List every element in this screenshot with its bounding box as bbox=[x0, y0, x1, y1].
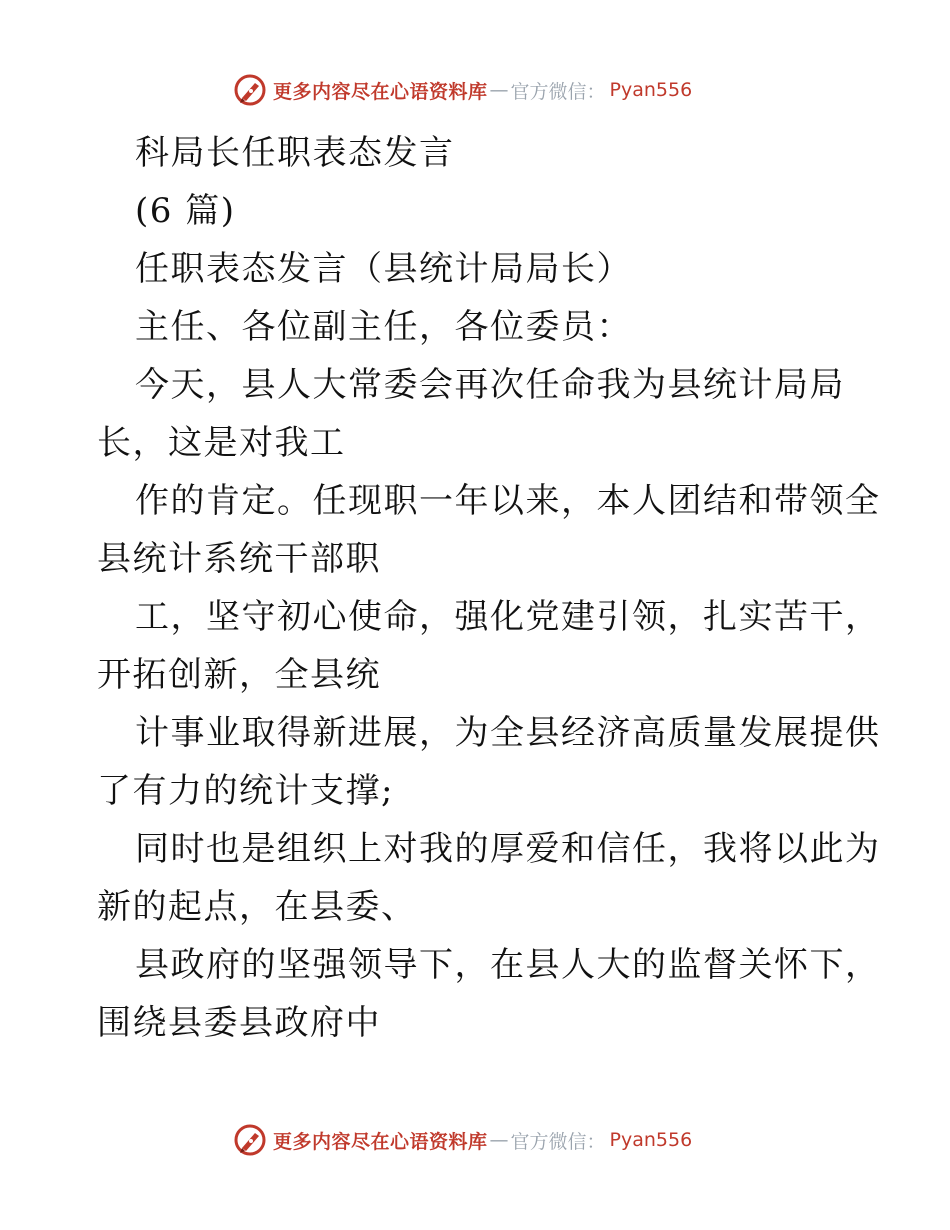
document-line: 同时也是组织上对我的厚爱和信任，我将以此为 bbox=[135, 829, 881, 869]
pen-logo-icon bbox=[233, 73, 267, 107]
footer-watermark bbox=[233, 1122, 692, 1158]
watermark-wechat-label: 官方微信： bbox=[510, 1130, 606, 1153]
document-line: (6 篇) bbox=[135, 191, 236, 231]
document-line: 开拓创新，全县统 bbox=[97, 655, 381, 695]
document-line: 围绕县委县政府中 bbox=[97, 1003, 381, 1043]
document-line: 科局长任职表态发言 bbox=[135, 133, 455, 173]
document-line: 县统计系统干部职 bbox=[97, 539, 381, 579]
header-watermark bbox=[233, 72, 692, 108]
watermark-brand-text: 更多内容尽在心语资料库 bbox=[273, 80, 488, 103]
watermark-wechat-label: 官方微信： bbox=[510, 80, 606, 103]
watermark-dash: — bbox=[489, 79, 509, 101]
document-line: 了有力的统计支撑; bbox=[97, 771, 394, 811]
document-line: 工，坚守初心使命，强化党建引领，扎实苦干， bbox=[135, 597, 881, 637]
document-line: 县政府的坚强领导下，在县人大的监督关怀下， bbox=[135, 945, 881, 985]
pen-logo-icon bbox=[233, 1123, 267, 1157]
document-line: 今天，县人大常委会再次任命我为县统计局局 bbox=[135, 365, 845, 405]
document-line: 主任、各位副主任，各位委员： bbox=[135, 307, 632, 347]
watermark-dash: — bbox=[489, 1129, 509, 1151]
watermark-wechat-id: Pyan556 bbox=[609, 1129, 693, 1151]
watermark-brand-text: 更多内容尽在心语资料库 bbox=[273, 1130, 488, 1153]
document-line: 计事业取得新进展，为全县经济高质量发展提供 bbox=[135, 713, 881, 753]
document-line: 任职表态发言（县统计局局长） bbox=[135, 249, 632, 289]
watermark-wechat-id: Pyan556 bbox=[609, 79, 693, 101]
document-body bbox=[97, 124, 881, 1052]
document-line: 长，这是对我工 bbox=[97, 423, 346, 463]
document-line: 作的肯定。任现职一年以来，本人团结和带领全 bbox=[135, 481, 881, 521]
document-line: 新的起点，在县委、 bbox=[97, 887, 417, 927]
